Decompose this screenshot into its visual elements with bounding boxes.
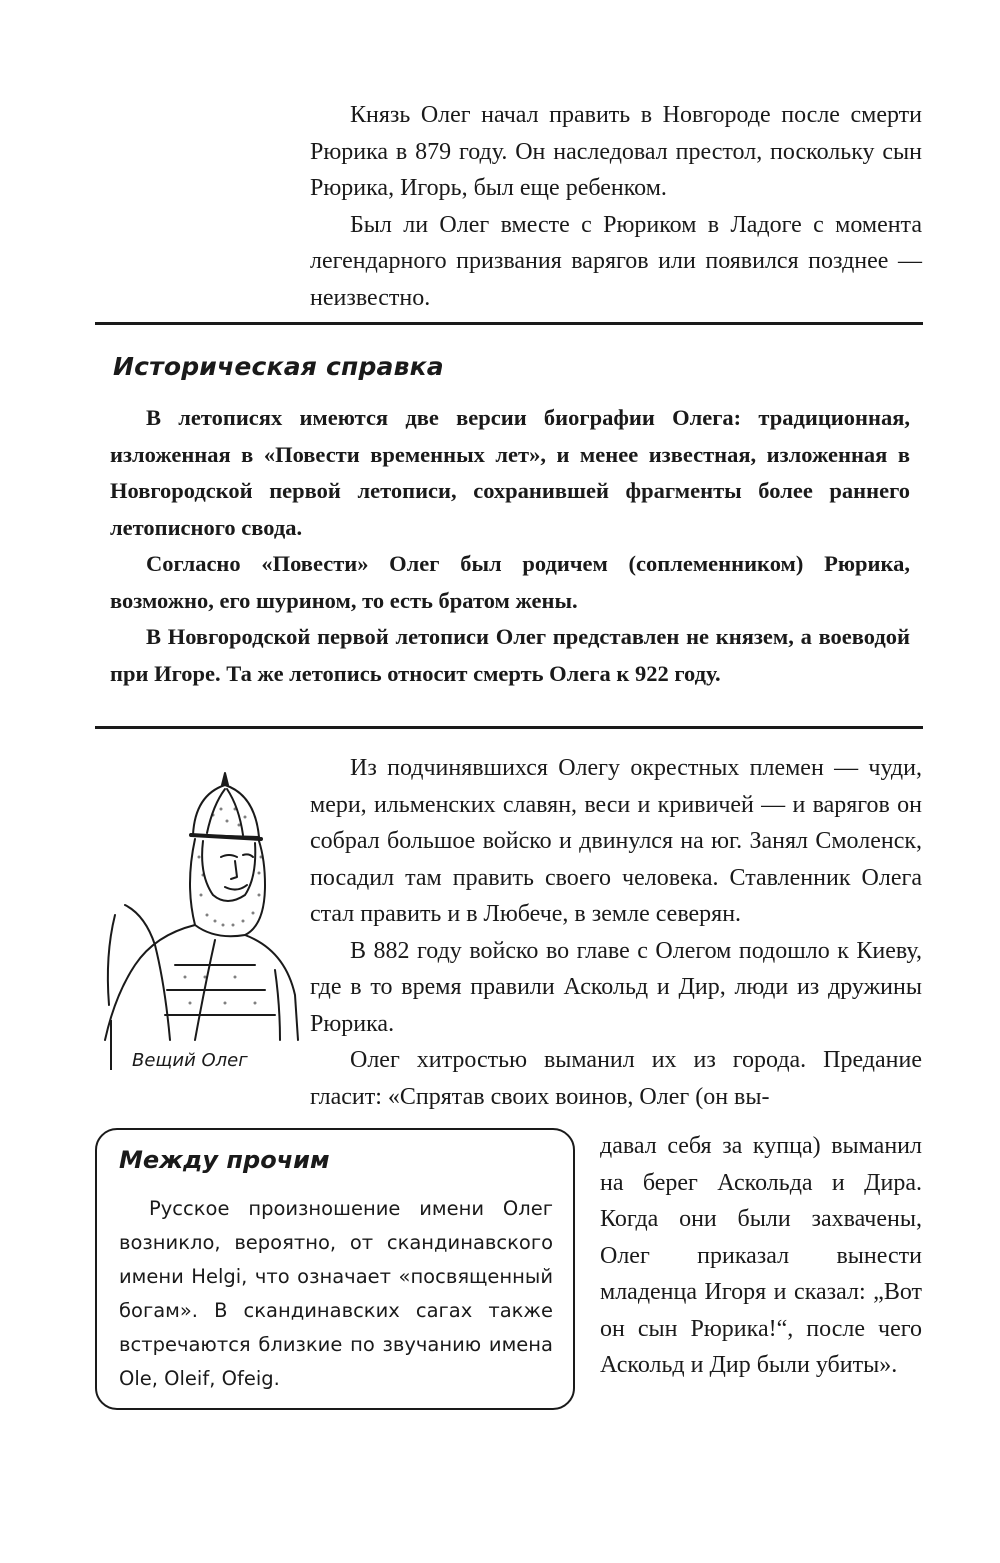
intro-paragraph-2: Был ли Олег вместе с Рюриком в Ладоге с момента легендарного призвания варягов или появился позднее — неизвестно. [310,211,922,311]
main-paragraph-1: Из подчинявшихся Олегу окрестных племен — чуди, мери, ильменских славян, веси и кривичей — и варягов он собрал большое войско и двинулся на юг. Занял Смоленск, посадил там править своего человека. Ставленник Олега стал править и в Любече, в земле северян. [310,755,922,927]
historical-note-paragraph-3: В Новгородской первой летописи Олег представлен не князем, а воеводой при Игоре. Та же летопись относит смерть Олега к 922 году. [110,624,910,686]
main-paragraph-3-continued: давал себя за купца) выманил на берег Аскольда и Дира. Когда они были захвачены, Олег приказал вынести младенца Игоря и сказал: „Вот он сын Рюрика!“, после чего Аскольд и Дир были убиты». [600,1133,922,1378]
oleg-portrait-illustration [95,765,300,1045]
main-text [310,750,922,1115]
caption-bar [110,1020,112,1070]
sidebar-note-body [119,1192,553,1396]
section-divider-bottom [95,726,923,729]
historical-note-paragraph-2: Согласно «Повести» Олег был родичем (соплеменником) Рюрика, возможно, его шурином, то есть братом жены. [110,551,910,613]
historical-note-body [110,400,910,692]
main-paragraph-2: В 882 году войско во главе с Олегом подошло к Киеву, где в то время правили Аскольд и Дир, люди из дружины Рюрика. [310,937,922,1037]
sidebar-note-paragraph: Русское произношение имени Олег возникло, вероятно, от скандинавского имени Helgi, что означает «посвященный богам». В скандинавских сагах также встречаются близкие по звучанию имена Ole, Oleif, Ofeig. [119,1197,553,1390]
intro-text [310,97,922,316]
main-paragraph-3: Олег хитростью выманил их из города. Предание гласит: «Спрятав своих воинов, Олег (он вы- [310,1047,922,1110]
historical-note-title: Историческая справка [113,352,444,381]
section-divider-top [95,322,923,325]
sidebar-note-title: Между прочим [119,1146,330,1174]
portrait-caption: Вещий Олег [132,1050,248,1071]
historical-note-paragraph-1: В летописях имеются две версии биографии Олега: традиционная, изложенная в «Повести временных лет», и менее известная, изложенная в Новгородской первой летописи, сохранившей фрагменты более раннего летописного свода. [110,405,910,540]
sidebar-note-box [95,1128,575,1410]
main-text-continued [600,1128,922,1384]
intro-paragraph-1: Князь Олег начал править в Новгороде после смерти Рюрика в 879 году. Он наследовал престол, поскольку сын Рюрика, Игорь, был еще ребенком. [310,102,922,201]
